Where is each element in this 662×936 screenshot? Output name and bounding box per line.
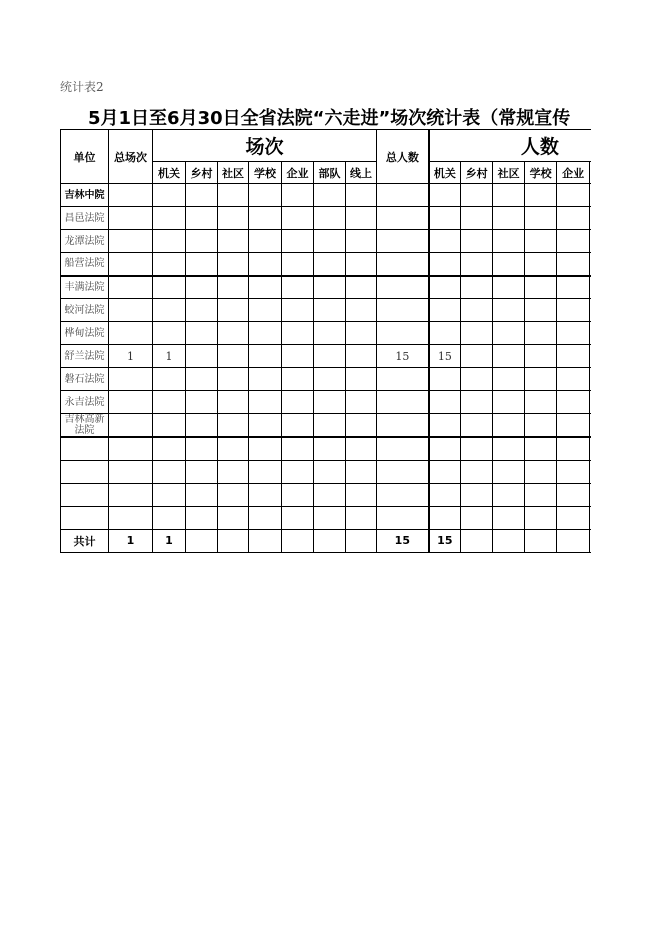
- session-cell: [218, 437, 249, 460]
- session-cell: [249, 414, 282, 438]
- people-cell: [557, 276, 590, 299]
- session-cell: [218, 345, 249, 368]
- people-cell: [557, 506, 590, 529]
- people-cell: [525, 414, 557, 438]
- session-cell: [218, 529, 249, 552]
- people-cell: [461, 483, 493, 506]
- table-row: [61, 230, 592, 253]
- people-cell: [429, 414, 461, 438]
- unit-cell: [61, 506, 109, 529]
- unit-cell: 永吉法院: [61, 391, 109, 414]
- people-cell: [429, 299, 461, 322]
- people-cell: [557, 184, 590, 207]
- session-cell: [186, 460, 218, 483]
- people-cell: [429, 506, 461, 529]
- session-cell: [218, 483, 249, 506]
- session-cell: [282, 184, 314, 207]
- session-cell: [346, 253, 377, 276]
- session-cell: [346, 460, 377, 483]
- session-cell: [282, 345, 314, 368]
- header-session-col: 乡村: [186, 162, 218, 184]
- session-cell: [282, 207, 314, 230]
- unit-cell: 舒兰法院: [61, 345, 109, 368]
- session-cell: [153, 414, 186, 438]
- session-cell: [218, 322, 249, 345]
- table-row: [61, 207, 592, 230]
- people-cell: [461, 322, 493, 345]
- session-cell: [218, 253, 249, 276]
- total-sessions-cell: [109, 391, 153, 414]
- session-cell: [346, 276, 377, 299]
- session-cell: [186, 230, 218, 253]
- people-cell: [525, 460, 557, 483]
- people-cell: [590, 253, 591, 276]
- people-cell: [461, 460, 493, 483]
- people-cell: [525, 253, 557, 276]
- stats-table-container: [60, 129, 591, 553]
- total-people-cell: 15: [377, 345, 429, 368]
- people-cell: [590, 276, 591, 299]
- session-cell: [314, 414, 346, 438]
- session-cell: [346, 230, 377, 253]
- people-cell: [590, 460, 591, 483]
- session-cell: [314, 207, 346, 230]
- people-cell: [493, 299, 525, 322]
- session-cell: [218, 460, 249, 483]
- people-cell: [493, 230, 525, 253]
- people-cell: [557, 483, 590, 506]
- people-cell: [590, 437, 591, 460]
- unit-cell: 丰满法院: [61, 276, 109, 299]
- people-cell: [429, 437, 461, 460]
- unit-cell: 龙潭法院: [61, 230, 109, 253]
- header-people-col: 乡村: [461, 162, 493, 184]
- table-row: [61, 276, 592, 299]
- people-cell: [461, 437, 493, 460]
- people-cell: [461, 345, 493, 368]
- session-cell: [186, 483, 218, 506]
- table-row: [61, 345, 592, 368]
- session-cell: [153, 299, 186, 322]
- session-cell: [153, 253, 186, 276]
- people-cell: [461, 253, 493, 276]
- people-cell: [429, 483, 461, 506]
- session-cell: [282, 253, 314, 276]
- people-cell: [525, 322, 557, 345]
- total-sessions-cell: [109, 299, 153, 322]
- unit-cell: 共计: [61, 529, 109, 552]
- header-people-col-more: [590, 162, 591, 184]
- session-cell: [282, 460, 314, 483]
- people-cell: [461, 529, 493, 552]
- session-cell: [218, 391, 249, 414]
- session-cell: [346, 184, 377, 207]
- session-cell: [153, 230, 186, 253]
- total-people-cell: [377, 414, 429, 438]
- session-cell: [346, 506, 377, 529]
- header-total-sessions: 总场次: [109, 130, 153, 184]
- session-cell: [249, 207, 282, 230]
- session-cell: [282, 276, 314, 299]
- people-cell: [429, 207, 461, 230]
- header-people-group: 人数: [429, 130, 591, 162]
- people-cell: [525, 345, 557, 368]
- total-people-cell: [377, 483, 429, 506]
- session-cell: [249, 299, 282, 322]
- total-sessions-cell: 1: [109, 345, 153, 368]
- people-cell: [461, 230, 493, 253]
- sheet-label: 统计表2: [60, 80, 104, 94]
- people-cell: [429, 368, 461, 391]
- session-cell: [346, 483, 377, 506]
- total-sessions-cell: [109, 276, 153, 299]
- table-row: [61, 414, 592, 438]
- session-cell: [153, 437, 186, 460]
- session-cell: [249, 276, 282, 299]
- header-session-col: 机关: [153, 162, 186, 184]
- table-row: [61, 483, 592, 506]
- people-cell: 15: [429, 529, 461, 552]
- session-cell: [314, 253, 346, 276]
- header-session-col: 线上: [346, 162, 377, 184]
- people-cell: [493, 322, 525, 345]
- people-cell: [557, 230, 590, 253]
- session-cell: [249, 506, 282, 529]
- unit-cell: 磐石法院: [61, 368, 109, 391]
- session-cell: [346, 207, 377, 230]
- unit-cell: 蛟河法院: [61, 299, 109, 322]
- session-cell: [153, 368, 186, 391]
- total-people-cell: [377, 460, 429, 483]
- session-cell: [249, 529, 282, 552]
- session-cell: [153, 460, 186, 483]
- people-cell: [461, 299, 493, 322]
- total-people-cell: [377, 230, 429, 253]
- table-row: [61, 299, 592, 322]
- unit-cell: 吉林中院: [61, 184, 109, 207]
- total-people-cell: [377, 253, 429, 276]
- people-cell: [493, 437, 525, 460]
- people-cell: [557, 345, 590, 368]
- session-cell: [153, 483, 186, 506]
- people-cell: [493, 414, 525, 438]
- total-sessions-cell: [109, 207, 153, 230]
- people-cell: [590, 368, 591, 391]
- total-row: [61, 529, 592, 552]
- people-cell: [557, 253, 590, 276]
- total-people-cell: [377, 368, 429, 391]
- total-people-cell: [377, 437, 429, 460]
- people-cell: [493, 483, 525, 506]
- session-cell: [249, 437, 282, 460]
- people-cell: [590, 184, 591, 207]
- people-cell: [493, 506, 525, 529]
- people-cell: [590, 299, 591, 322]
- people-cell: [557, 437, 590, 460]
- table-row: [61, 460, 592, 483]
- total-people-cell: [377, 276, 429, 299]
- total-people-cell: [377, 506, 429, 529]
- total-sessions-cell: [109, 322, 153, 345]
- table-row: [61, 322, 592, 345]
- people-cell: [493, 368, 525, 391]
- session-cell: [186, 437, 218, 460]
- header-people-col: 机关: [429, 162, 461, 184]
- session-cell: [282, 230, 314, 253]
- session-cell: [314, 184, 346, 207]
- total-sessions-cell: 1: [109, 529, 153, 552]
- people-cell: [461, 184, 493, 207]
- header-people-col: 学校: [525, 162, 557, 184]
- header-sessions-group: 场次: [153, 130, 377, 162]
- total-people-cell: [377, 184, 429, 207]
- header-session-col: 企业: [282, 162, 314, 184]
- session-cell: [186, 253, 218, 276]
- session-cell: [282, 529, 314, 552]
- session-cell: [314, 368, 346, 391]
- session-cell: [218, 368, 249, 391]
- people-cell: [461, 368, 493, 391]
- header-session-col: 部队: [314, 162, 346, 184]
- session-cell: [314, 529, 346, 552]
- people-cell: [429, 253, 461, 276]
- people-cell: [461, 414, 493, 438]
- table-row: [61, 437, 592, 460]
- session-cell: [153, 506, 186, 529]
- session-cell: [314, 506, 346, 529]
- people-cell: [429, 276, 461, 299]
- header-people-col: 社区: [493, 162, 525, 184]
- session-cell: [218, 184, 249, 207]
- header-people-col: 企业: [557, 162, 590, 184]
- total-people-cell: [377, 299, 429, 322]
- session-cell: [218, 506, 249, 529]
- session-cell: [314, 483, 346, 506]
- table-row: [61, 391, 592, 414]
- session-cell: [153, 207, 186, 230]
- session-cell: [314, 230, 346, 253]
- session-cell: [153, 322, 186, 345]
- total-sessions-cell: [109, 368, 153, 391]
- session-cell: [218, 207, 249, 230]
- session-cell: [282, 299, 314, 322]
- session-cell: [186, 322, 218, 345]
- session-cell: [218, 414, 249, 438]
- people-cell: [461, 276, 493, 299]
- people-cell: [461, 391, 493, 414]
- unit-cell: [61, 460, 109, 483]
- table-row: [61, 506, 592, 529]
- session-cell: [186, 391, 218, 414]
- total-people-cell: [377, 322, 429, 345]
- session-cell: [314, 345, 346, 368]
- session-cell: 1: [153, 529, 186, 552]
- people-cell: [493, 460, 525, 483]
- people-cell: [557, 207, 590, 230]
- session-cell: [186, 368, 218, 391]
- session-cell: [314, 460, 346, 483]
- total-sessions-cell: [109, 437, 153, 460]
- people-cell: [590, 414, 591, 438]
- unit-cell: [61, 483, 109, 506]
- people-cell: 15: [429, 345, 461, 368]
- session-cell: [314, 391, 346, 414]
- people-cell: [557, 529, 590, 552]
- table-row: [61, 253, 592, 276]
- session-cell: [249, 391, 282, 414]
- session-cell: [249, 253, 282, 276]
- people-cell: [557, 460, 590, 483]
- total-sessions-cell: [109, 414, 153, 438]
- people-cell: [590, 207, 591, 230]
- people-cell: [429, 391, 461, 414]
- session-cell: [186, 184, 218, 207]
- total-sessions-cell: [109, 253, 153, 276]
- total-sessions-cell: [109, 483, 153, 506]
- header-total-people: 总人数: [377, 130, 429, 184]
- people-cell: [590, 322, 591, 345]
- session-cell: 1: [153, 345, 186, 368]
- session-cell: [249, 184, 282, 207]
- people-cell: [525, 368, 557, 391]
- session-cell: [218, 276, 249, 299]
- session-cell: [249, 345, 282, 368]
- session-cell: [153, 276, 186, 299]
- session-cell: [282, 414, 314, 438]
- header-unit: 单位: [61, 130, 109, 184]
- session-cell: [346, 391, 377, 414]
- people-cell: [461, 506, 493, 529]
- session-cell: [314, 299, 346, 322]
- total-sessions-cell: [109, 460, 153, 483]
- people-cell: [493, 529, 525, 552]
- session-cell: [282, 483, 314, 506]
- people-cell: [525, 506, 557, 529]
- session-cell: [186, 276, 218, 299]
- session-cell: [186, 299, 218, 322]
- people-cell: [590, 230, 591, 253]
- session-cell: [186, 506, 218, 529]
- people-cell: [557, 368, 590, 391]
- people-cell: [590, 483, 591, 506]
- people-cell: [493, 253, 525, 276]
- people-cell: [525, 437, 557, 460]
- people-cell: [493, 207, 525, 230]
- session-cell: [346, 529, 377, 552]
- session-cell: [249, 230, 282, 253]
- session-cell: [186, 207, 218, 230]
- session-cell: [153, 391, 186, 414]
- unit-cell: [61, 437, 109, 460]
- session-cell: [346, 414, 377, 438]
- session-cell: [282, 391, 314, 414]
- total-sessions-cell: [109, 506, 153, 529]
- people-cell: [557, 299, 590, 322]
- session-cell: [314, 437, 346, 460]
- people-cell: [525, 299, 557, 322]
- people-cell: [557, 391, 590, 414]
- session-cell: [314, 276, 346, 299]
- header-session-col: 学校: [249, 162, 282, 184]
- people-cell: [590, 506, 591, 529]
- people-cell: [590, 529, 591, 552]
- unit-cell: 船营法院: [61, 253, 109, 276]
- people-cell: [525, 230, 557, 253]
- session-cell: [346, 322, 377, 345]
- session-cell: [249, 460, 282, 483]
- total-people-cell: [377, 391, 429, 414]
- people-cell: [525, 276, 557, 299]
- session-cell: [346, 437, 377, 460]
- session-cell: [218, 230, 249, 253]
- session-cell: [249, 483, 282, 506]
- people-cell: [590, 345, 591, 368]
- session-cell: [346, 345, 377, 368]
- session-cell: [314, 322, 346, 345]
- session-cell: [346, 368, 377, 391]
- people-cell: [493, 276, 525, 299]
- people-cell: [525, 483, 557, 506]
- total-people-cell: 15: [377, 529, 429, 552]
- unit-cell: 昌邑法院: [61, 207, 109, 230]
- total-sessions-cell: [109, 184, 153, 207]
- people-cell: [429, 460, 461, 483]
- session-cell: [186, 414, 218, 438]
- session-cell: [282, 368, 314, 391]
- people-cell: [493, 345, 525, 368]
- people-cell: [429, 184, 461, 207]
- session-cell: [186, 345, 218, 368]
- session-cell: [346, 299, 377, 322]
- stats-table: [60, 129, 591, 553]
- people-cell: [429, 230, 461, 253]
- session-cell: [249, 322, 282, 345]
- total-people-cell: [377, 207, 429, 230]
- people-cell: [525, 184, 557, 207]
- people-cell: [525, 207, 557, 230]
- unit-cell: 桦甸法院: [61, 322, 109, 345]
- session-cell: [218, 299, 249, 322]
- people-cell: [525, 529, 557, 552]
- session-cell: [282, 322, 314, 345]
- people-cell: [525, 391, 557, 414]
- table-row: [61, 368, 592, 391]
- session-cell: [153, 184, 186, 207]
- total-sessions-cell: [109, 230, 153, 253]
- people-cell: [590, 391, 591, 414]
- people-cell: [429, 322, 461, 345]
- people-cell: [493, 184, 525, 207]
- people-cell: [493, 391, 525, 414]
- people-cell: [557, 322, 590, 345]
- people-cell: [557, 414, 590, 438]
- header-session-col: 社区: [218, 162, 249, 184]
- session-cell: [186, 529, 218, 552]
- page-title: 5月1日至6月30日全省法院“六走进”场次统计表（常规宣传: [88, 108, 571, 129]
- unit-cell: 吉林高新法院: [61, 414, 109, 438]
- session-cell: [249, 368, 282, 391]
- session-cell: [282, 437, 314, 460]
- session-cell: [282, 506, 314, 529]
- table-row: [61, 184, 592, 207]
- people-cell: [461, 207, 493, 230]
